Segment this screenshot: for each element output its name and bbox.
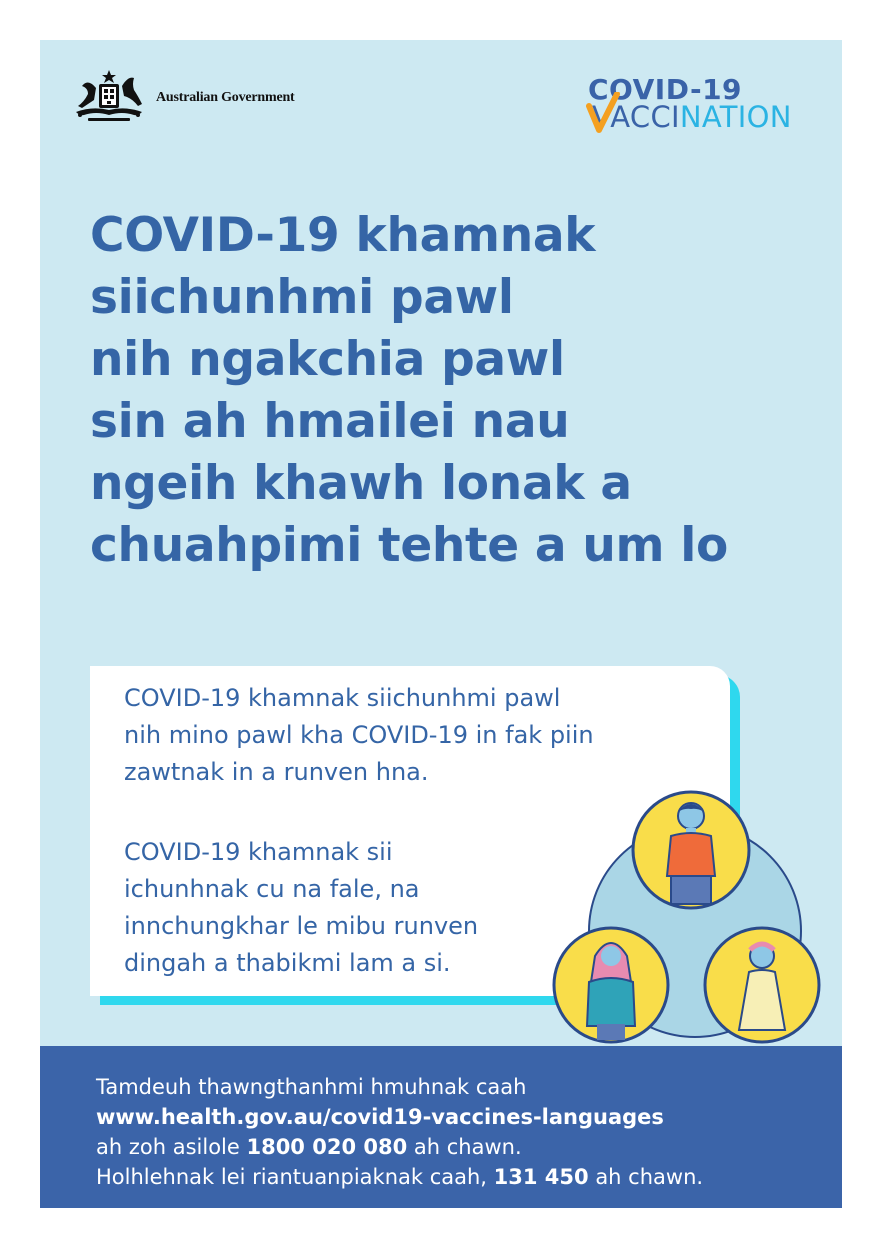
footer-text: Holhlehnak lei riantuanpiaknak caah,	[96, 1165, 494, 1189]
footer-line-4	[96, 1162, 703, 1192]
logo-title: COVID-19	[588, 73, 743, 106]
headline	[90, 205, 830, 577]
footer-text: ah chawn.	[407, 1135, 522, 1159]
info-line: dingah a thabikmi lam a si.	[124, 949, 451, 977]
info-paragraph-2	[124, 834, 478, 982]
headline-line: COVID-19 khamnak	[90, 208, 596, 263]
logo-subtitle-dark: VACCI	[592, 100, 680, 134]
government-label: Australian Government	[156, 90, 295, 105]
info-line: zawtnak in a runven hna.	[124, 758, 429, 786]
info-line: ichunhnak cu na fale, na	[124, 875, 420, 903]
footer-text: ah zoh asilole	[96, 1135, 247, 1159]
footer-text: ah chawn.	[588, 1165, 704, 1189]
boy-icon	[633, 792, 749, 908]
logo-subtitle-light: NATION	[679, 100, 792, 134]
info-line: innchungkhar le mibu runven	[124, 912, 479, 940]
info-line: nih mino pawl kha COVID-19 in fak piin	[124, 721, 594, 749]
headline-line: sin ah hmailei nau	[90, 394, 570, 449]
covid-vaccination-logo	[588, 74, 818, 134]
girl-hijab-icon	[554, 928, 668, 1042]
footer-url-link[interactable]: www.health.gov.au/covid19-vaccines-languages	[96, 1105, 664, 1129]
poster	[40, 40, 842, 1208]
footer-line-3	[96, 1132, 522, 1162]
info-paragraph-1	[124, 680, 594, 791]
coat-of-arms-icon	[66, 68, 152, 128]
girl-dress-icon	[705, 928, 819, 1042]
australian-government-logo	[66, 68, 295, 128]
headline-line: siichunhmi pawl	[90, 270, 514, 325]
footer-line-1: Tamdeuh thawngthanhmi hmuhnak caah	[96, 1075, 527, 1099]
headline-line: chuahpimi tehte a um lo	[90, 518, 729, 573]
vaccination-check-icon	[586, 92, 620, 136]
headline-line: nih ngakchia pawl	[90, 332, 565, 387]
info-line: COVID-19 khamnak sii	[124, 838, 393, 866]
headline-line: ngeih khawh lonak a	[90, 456, 632, 511]
logo-subtitle	[592, 100, 792, 134]
phone-number-interpreter[interactable]: 131 450	[493, 1165, 589, 1189]
phone-number-info[interactable]: 1800 020 080	[246, 1135, 408, 1159]
info-line: COVID-19 khamnak siichunhmi pawl	[124, 684, 561, 712]
people-illustration	[545, 788, 835, 1048]
footer	[40, 1046, 842, 1208]
